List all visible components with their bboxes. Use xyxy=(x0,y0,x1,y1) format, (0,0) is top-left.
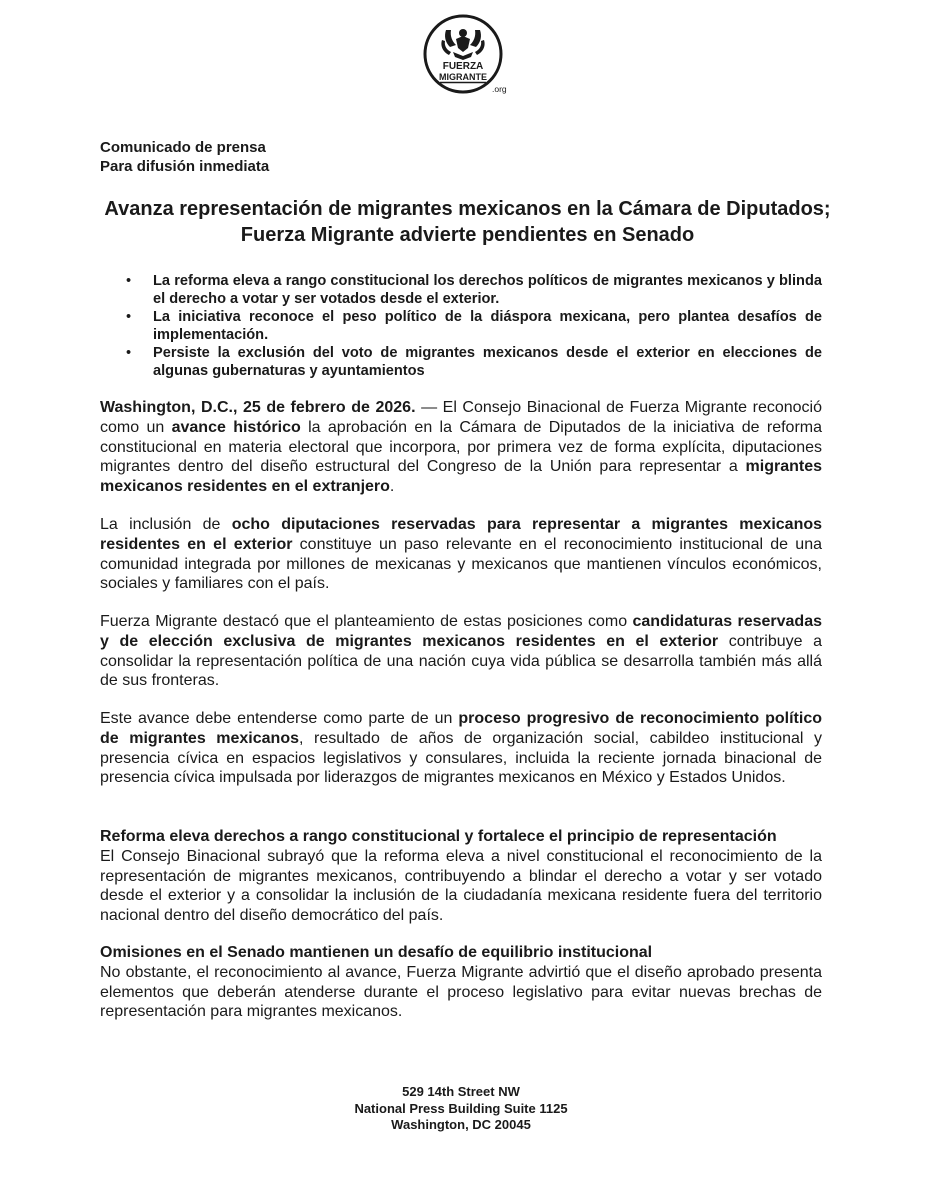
bullet-text: La iniciativa reconoce el peso político de la diáspora mexicana, pero plantea desafíos de implementación. xyxy=(153,309,822,343)
text-run: La inclusión de xyxy=(100,516,232,533)
dateline: Washington, D.C., 25 de febrero de 2026. xyxy=(100,399,416,416)
fuerza-migrante-logo xyxy=(420,14,520,98)
text-run: la aprobación en la Cámara de Diputados de la iniciativa de reforma constitucional en materia electoral que incorpora, por primera vez de forma explícita, diputaciones migrantes dentro del diseño estructural del Congreso de la Unión para representar a xyxy=(100,418,823,476)
logo-text-line2: MIGRANTE xyxy=(439,72,487,82)
text-run: Este avance debe entenderse como parte de un xyxy=(100,710,459,727)
paragraph-proceso xyxy=(100,709,822,788)
release-header xyxy=(100,138,269,176)
section-heading: Reforma eleva derechos a rango constitucional y fortalece el principio de representación xyxy=(100,828,777,845)
emphasis: avance histórico xyxy=(171,418,301,436)
emphasis: migrantes mexicanos residentes en el extranjero xyxy=(100,458,822,496)
bullet-marker: • xyxy=(126,345,132,361)
paragraph-candidaturas xyxy=(100,612,822,691)
emphasis: candidaturas reservadas y de elección exclusiva de migrantes mexicanos residentes en el exterior xyxy=(100,613,822,650)
bullet-text: La reforma eleva a rango constitucional los derechos políticos de migrantes mexicanos y blinda el derecho a votar y ser votados desde el exterior. xyxy=(153,273,822,307)
text-run: — El Consejo Binacional de Fuerza Migrante reconoció como un xyxy=(100,399,822,436)
release-title: Avanza representación de migrantes mexicanos en la Cámara de Diputados; Fuerza Migrante advierte pendientes en Senado xyxy=(104,198,831,246)
paragraph-lead xyxy=(100,398,822,497)
address-street: 529 14th Street NW xyxy=(402,1084,520,1099)
address-city: Washington, DC 20045 xyxy=(391,1117,531,1132)
section-heading: Omisiones en el Senado mantienen un desafío de equilibrio institucional xyxy=(100,944,653,961)
paragraph-diputaciones xyxy=(100,515,822,594)
bullet-marker: • xyxy=(126,273,132,289)
summary-bullet xyxy=(126,272,822,308)
text-run: constituye un paso relevante en el reconocimiento institucional de una comunidad integrada por millones de mexicanas y mexicanos que mantienen vínculos económicos, sociales y familiares con el país. xyxy=(100,535,822,593)
section-text: No obstante, el reconocimiento al avance, Fuerza Migrante advirtió que el diseño aprobado presenta elementos que deberán atenderse durante el proceso legislativo para evitar nuevas brechas de representación para migrantes mexicanos. xyxy=(100,963,822,1021)
text-run: contribuye a consolidar la representación política de una nación cuya vida pública se desarrolla también más allá de sus fronteras. xyxy=(100,632,822,690)
text-run: Fuerza Migrante destacó que el planteamiento de estas posiciones como xyxy=(100,613,633,630)
summary-bullet xyxy=(126,344,822,380)
release-kicker: Comunicado de prensa xyxy=(100,139,266,156)
emphasis: proceso progresivo de reconocimiento político de migrantes mexicanos xyxy=(100,710,822,747)
bullet-marker: • xyxy=(126,309,132,325)
emphasis: ocho diputaciones reservadas para representar a migrantes mexicanos residentes en el exterior xyxy=(100,516,823,553)
summary-bullet xyxy=(126,308,822,344)
logo-domain: .org xyxy=(492,84,507,94)
logo-graphic xyxy=(420,14,520,98)
logo-text-line1: FUERZA xyxy=(442,61,484,72)
address-footer xyxy=(100,1084,822,1134)
text-run: , resultado de años de organización social, cabildeo institucional y presencia cívica en espacios legislativos y consulares, incluida la reciente jornada binacional de presencia cívica impulsada por liderazgos de migrantes mexicanos en México y Estados Unidos. xyxy=(100,729,822,787)
section-reforma xyxy=(100,827,822,926)
address-suite: National Press Building Suite 1125 xyxy=(354,1100,568,1116)
summary-bullets xyxy=(126,272,822,380)
release-timing: Para difusión inmediata xyxy=(100,158,270,175)
bullet-text: Persiste la exclusión del voto de migrantes mexicanos desde el exterior en elecciones de algunas gubernaturas y ayuntamientos xyxy=(153,345,822,379)
section-text: El Consejo Binacional subrayó que la reforma eleva a nivel constitucional el reconocimiento de la representación de migrantes mexicanos, contribuyendo a blindar el derecho a votar y ser votado desde el exterior y a consolidar la inclusión de la ciudadanía mexicana residente fuera del territorio nacional dentro del diseño democrático del país. xyxy=(100,847,822,925)
section-senado xyxy=(100,943,822,1022)
text-run: . xyxy=(389,478,395,496)
